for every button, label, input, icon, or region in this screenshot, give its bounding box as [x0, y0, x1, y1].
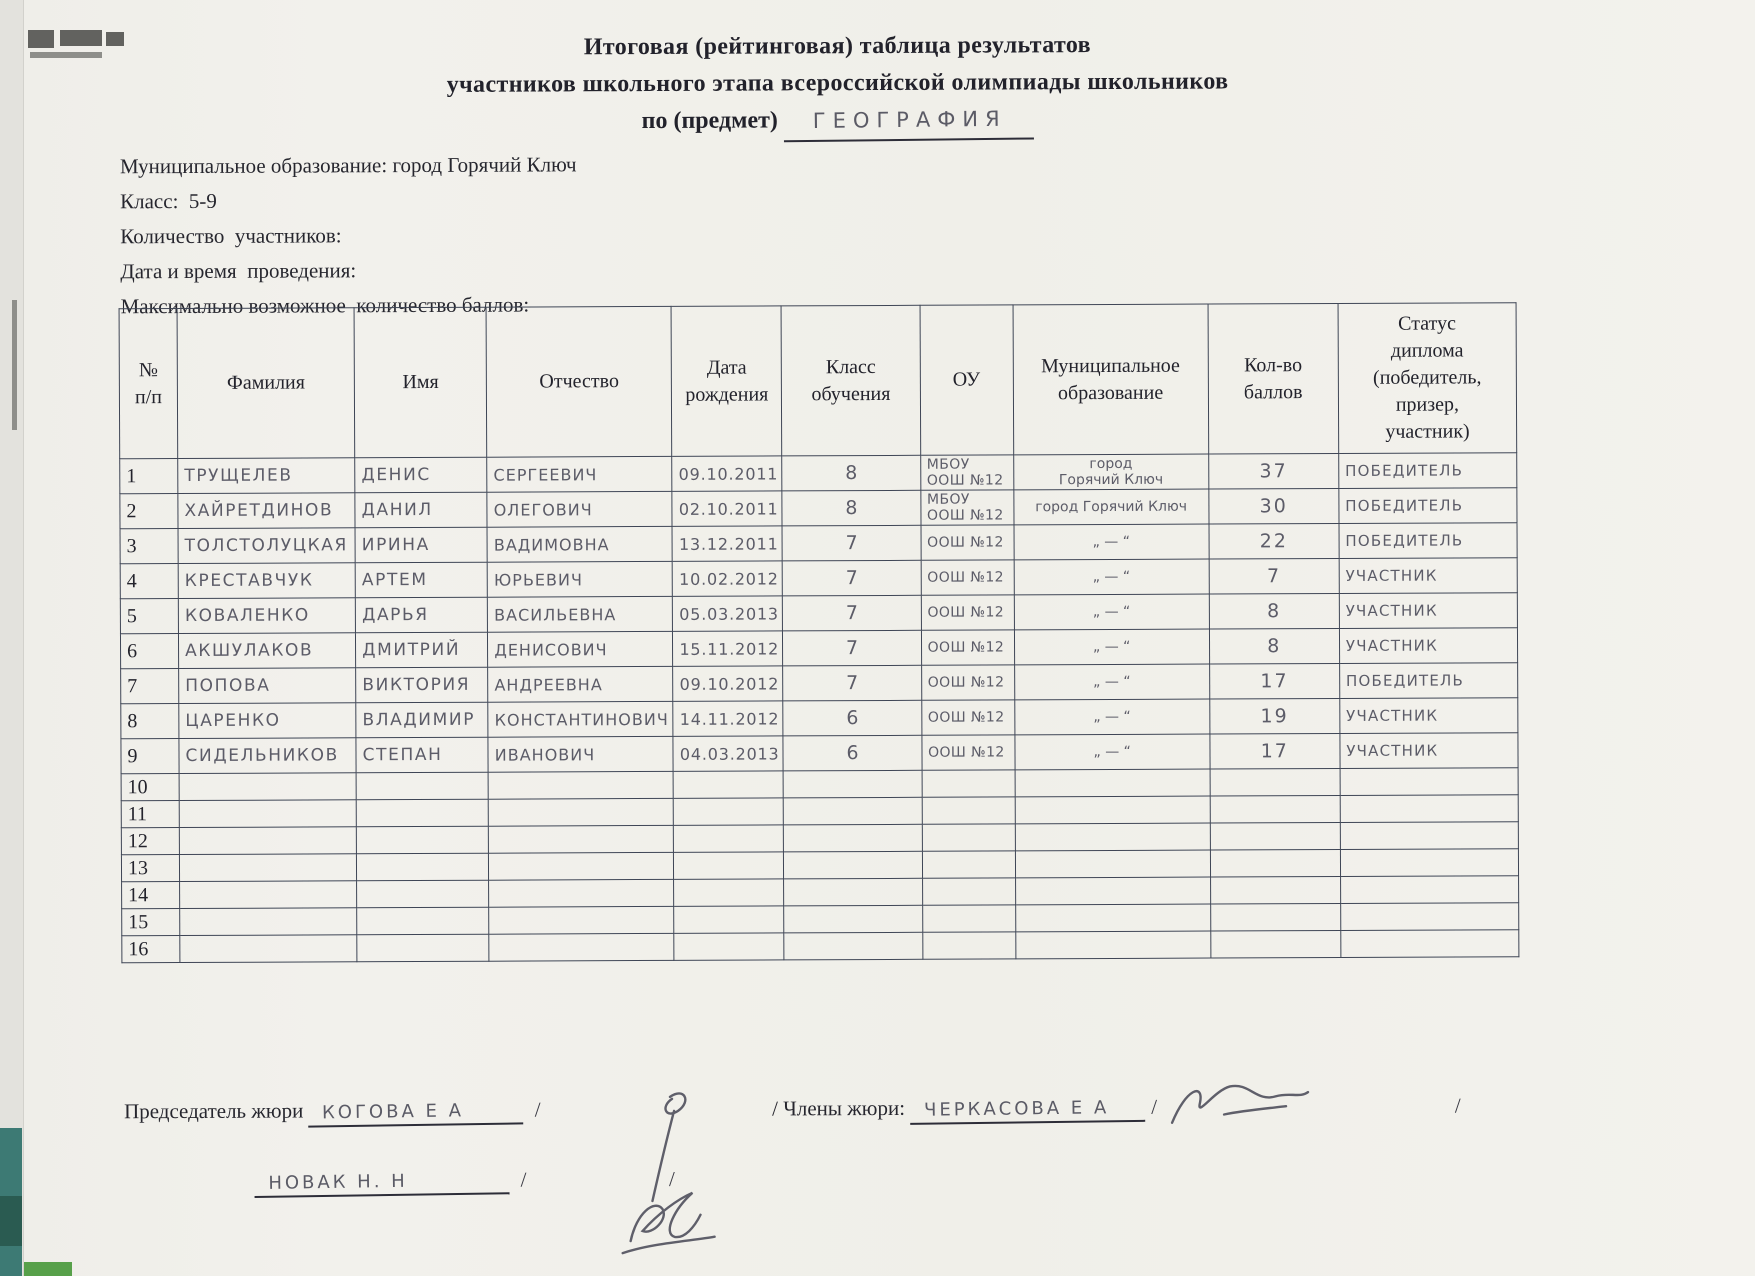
cell-dob: 09.10.2011 — [672, 456, 782, 491]
cell-municipality — [1015, 850, 1210, 878]
member2-name-handwritten: НОВАК Н. Н — [254, 1169, 509, 1198]
cell-dob: 13.12.2011 — [672, 526, 782, 561]
cell-name: СТЕПАН — [356, 737, 488, 773]
cell-dob — [673, 771, 783, 798]
cell-status: ПОБЕДИТЕЛЬ — [1339, 453, 1517, 489]
column-header: Класс обучения — [782, 305, 921, 456]
cell-school: ООШ №12 — [921, 560, 1014, 595]
slash-mark: / — [1151, 1094, 1158, 1119]
cell-municipality: „ — “ — [1014, 524, 1209, 560]
cell-dob — [674, 906, 784, 933]
cell-grade — [784, 797, 922, 825]
cell-municipality: „ — “ — [1014, 594, 1209, 630]
meta-class: Класс: 5-9 — [120, 188, 217, 214]
cell-name — [356, 772, 488, 800]
cell-grade: 6 — [783, 700, 921, 736]
cell-name — [356, 826, 488, 854]
cell-municipality: „ — “ — [1015, 734, 1210, 770]
cell-municipality — [1015, 823, 1210, 851]
cell-score — [1210, 768, 1340, 796]
cell-patronymic: ДЕНИСОВИЧ — [488, 631, 673, 667]
cell-grade — [784, 824, 922, 852]
cell-grade: 7 — [783, 630, 921, 666]
slash-mark: / — [668, 1166, 675, 1191]
cell-status — [1340, 876, 1518, 904]
cell-surname — [180, 935, 357, 963]
column-header: Статус диплома (победитель, призер, участник) — [1338, 303, 1517, 454]
subject-label: по (предмет) — [641, 107, 778, 135]
meta-municipality: Муниципальное образование: город Горячий Ключ — [119, 152, 577, 179]
cell-dob: 05.03.2013 — [673, 596, 783, 631]
cell-grade — [784, 851, 922, 879]
cell-school: МБОУ ООШ №12 — [920, 490, 1013, 525]
cell-patronymic — [489, 852, 674, 880]
cell-score — [1210, 822, 1340, 850]
cell-status: УЧАСТНИК — [1340, 698, 1518, 734]
chairman-signature — [602, 1083, 733, 1264]
cell-municipality — [1015, 877, 1210, 905]
meta-date-time: Дата и время проведения: — [120, 258, 357, 284]
cell-patronymic: ВАСИЛЬЕВНА — [488, 596, 673, 632]
jury-signature-block — [124, 1093, 1545, 1269]
cell-grade: 7 — [783, 595, 921, 631]
cell-grade: 7 — [782, 525, 920, 561]
meta-max-score: Максимально возможное количество баллов: — [120, 292, 530, 319]
cell-score: 22 — [1209, 523, 1339, 559]
cell-surname — [179, 827, 356, 855]
table-header-row — [119, 303, 1517, 459]
column-header: Муниципальное образование — [1013, 304, 1209, 455]
cell-dob — [674, 798, 784, 825]
cell-num: 13 — [121, 855, 179, 882]
cell-grade: 7 — [783, 560, 921, 596]
cell-municipality — [1015, 904, 1210, 932]
cell-num: 16 — [122, 936, 180, 963]
title-line-3 — [158, 99, 1518, 144]
cell-dob — [674, 879, 784, 906]
cell-surname: КОВАЛЕНКО — [178, 598, 355, 634]
member1-name-handwritten: ЧЕРКАСОВА Е А — [910, 1097, 1145, 1125]
cell-status — [1340, 849, 1518, 877]
cell-dob: 02.10.2011 — [672, 491, 782, 526]
cell-name: АРТЕМ — [355, 562, 487, 598]
cell-grade — [784, 905, 922, 933]
cell-school: ООШ №12 — [921, 665, 1014, 700]
cell-dob: 10.02.2012 — [673, 561, 783, 596]
cell-dob: 09.10.2012 — [673, 666, 783, 701]
cell-school: ООШ №12 — [921, 595, 1014, 630]
cell-grade: 8 — [782, 455, 920, 491]
cell-score: 19 — [1210, 698, 1340, 734]
cell-patronymic: СЕРГЕЕВИЧ — [487, 456, 672, 492]
cell-score — [1210, 795, 1340, 823]
slash-mark: / — [1454, 1093, 1461, 1118]
cell-grade — [784, 770, 922, 798]
cell-num: 9 — [121, 739, 179, 774]
cell-status — [1340, 903, 1518, 931]
column-header: Кол-во баллов — [1208, 303, 1339, 454]
cell-status: УЧАСТНИК — [1340, 733, 1518, 769]
cell-surname: СИДЕЛЬНИКОВ — [179, 738, 356, 774]
cell-num: 8 — [121, 704, 179, 739]
cell-surname — [179, 854, 356, 882]
cell-name: ИРИНА — [355, 527, 487, 563]
cell-score: 30 — [1209, 488, 1339, 524]
cell-surname — [180, 881, 357, 909]
cell-school — [922, 824, 1015, 851]
cell-score: 17 — [1209, 663, 1339, 699]
meta-participants-count: Количество участников: — [120, 223, 342, 249]
cell-num: 2 — [120, 494, 178, 529]
cell-surname: ЦАРЕНКО — [179, 703, 356, 739]
cell-score — [1210, 849, 1340, 877]
cell-municipality: „ — “ — [1014, 629, 1209, 665]
cell-dob: 15.11.2012 — [673, 631, 783, 666]
cell-school — [922, 797, 1015, 824]
cell-surname: ХАЙРЕТДИНОВ — [178, 493, 355, 529]
cell-status — [1341, 930, 1519, 958]
cell-status — [1340, 822, 1518, 850]
cell-school: ООШ №12 — [921, 525, 1014, 560]
cell-status: ПОБЕДИТЕЛЬ — [1339, 663, 1517, 699]
cell-score: 8 — [1209, 628, 1339, 664]
cell-num: 11 — [121, 801, 179, 828]
column-header: Отчество — [486, 306, 672, 457]
cell-patronymic: КОНСТАНТИНОВИЧ — [488, 701, 673, 737]
cell-name: ВИКТОРИЯ — [356, 667, 488, 703]
cell-score: 8 — [1209, 593, 1339, 629]
cell-grade — [784, 932, 922, 960]
table-row — [122, 930, 1519, 963]
spacer — [1324, 1113, 1444, 1114]
cell-patronymic: ВАДИМОВНА — [487, 526, 672, 562]
slash-mark: / — [534, 1097, 541, 1122]
cell-municipality: „ — “ — [1014, 699, 1209, 735]
cell-num: 14 — [122, 882, 180, 909]
table-body — [120, 453, 1519, 963]
cell-school: ООШ №12 — [921, 630, 1014, 665]
cell-school — [922, 932, 1015, 959]
cell-municipality — [1015, 931, 1210, 959]
cell-num: 3 — [120, 529, 178, 564]
cell-patronymic: АНДРЕЕВНА — [488, 666, 673, 702]
cell-num: 4 — [120, 564, 178, 599]
cell-surname — [179, 800, 356, 828]
title-line-1: Итоговая (рейтинговая) таблица результатов — [583, 32, 1092, 61]
cell-score — [1210, 876, 1340, 904]
cell-surname — [180, 908, 357, 936]
cell-patronymic — [488, 798, 673, 826]
cell-score — [1211, 930, 1341, 958]
cell-num: 5 — [120, 599, 178, 634]
cell-grade: 6 — [783, 735, 921, 771]
cell-grade — [784, 878, 922, 906]
cell-status: ПОБЕДИТЕЛЬ — [1339, 488, 1517, 524]
cell-status: УЧАСТНИК — [1339, 593, 1517, 629]
column-header: Дата рождения — [671, 306, 782, 456]
cell-surname: ТРУЩЕЛЕВ — [178, 458, 355, 494]
cell-school — [922, 770, 1015, 797]
cell-status — [1340, 768, 1518, 796]
cell-dob — [674, 933, 784, 960]
column-header: № п/п — [119, 309, 178, 459]
cell-patronymic: ЮРЬЕВИЧ — [487, 561, 672, 597]
title-line-2: участников школьного этапа всероссийской олимпиады школьников — [446, 68, 1229, 98]
cell-municipality: „ — “ — [1014, 664, 1209, 700]
cell-school — [922, 878, 1015, 905]
cell-school — [922, 905, 1015, 932]
cell-patronymic: ОЛЕГОВИЧ — [487, 491, 672, 527]
cell-status: ПОБЕДИТЕЛЬ — [1339, 523, 1517, 559]
cell-num: 15 — [122, 909, 180, 936]
cell-patronymic — [489, 906, 674, 934]
cell-name — [357, 934, 489, 962]
cell-school — [922, 851, 1015, 878]
cell-patronymic: ИВАНОВИЧ — [488, 736, 673, 772]
slash-mark: / — [520, 1167, 527, 1192]
cell-surname — [179, 773, 356, 801]
cell-num: 12 — [121, 828, 179, 855]
cell-status — [1340, 795, 1518, 823]
cell-name: ДЕНИС — [355, 457, 487, 493]
member-signature — [1164, 1074, 1314, 1135]
column-header: Фамилия — [177, 308, 355, 459]
cell-name — [357, 880, 489, 908]
cell-school: МБОУ ООШ №12 — [920, 455, 1013, 490]
cell-status: УЧАСТНИК — [1339, 628, 1517, 664]
results-table — [119, 302, 1520, 963]
cell-dob: 04.03.2013 — [673, 736, 783, 771]
cell-school: ООШ №12 — [921, 700, 1014, 735]
chairman-label: Председатель жюри — [124, 1098, 304, 1124]
cell-name: ВЛАДИМИР — [356, 702, 488, 738]
column-header: ОУ — [920, 305, 1014, 455]
cell-dob: 14.11.2012 — [673, 701, 783, 736]
cell-name — [356, 799, 488, 827]
cell-patronymic — [489, 825, 674, 853]
cell-name: ДАРЬЯ — [355, 597, 487, 633]
cell-municipality: город Горячий Ключ — [1013, 454, 1208, 490]
cell-municipality — [1015, 769, 1210, 797]
cell-num: 1 — [120, 459, 178, 494]
cell-grade: 7 — [783, 665, 921, 701]
cell-dob — [674, 852, 784, 879]
subject-handwritten-value: ГЕОГРАФИЯ — [784, 100, 1034, 142]
cell-grade: 8 — [782, 490, 920, 526]
cell-patronymic — [489, 879, 674, 907]
cell-name: ДМИТРИЙ — [356, 632, 488, 668]
cell-municipality: „ — “ — [1014, 559, 1209, 595]
cell-dob — [674, 825, 784, 852]
chairman-name-handwritten: КОГОВА Е А — [308, 1099, 523, 1127]
cell-status: УЧАСТНИК — [1339, 558, 1517, 594]
document-meta — [120, 147, 577, 324]
column-header: Имя — [354, 307, 487, 458]
cell-num: 7 — [121, 669, 179, 704]
members-label: / Члены жюри: — [772, 1095, 906, 1121]
cell-patronymic — [488, 771, 673, 799]
cell-score — [1210, 903, 1340, 931]
cell-surname: АКШУЛАКОВ — [179, 633, 356, 669]
cell-name: ДАНИЛ — [355, 492, 487, 528]
cell-municipality: город Горячий Ключ — [1013, 489, 1208, 525]
cell-name — [357, 853, 489, 881]
cell-patronymic — [489, 933, 674, 961]
cell-surname: КРЕСТАВЧУК — [178, 563, 355, 599]
cell-num: 6 — [120, 634, 178, 669]
cell-school: ООШ №12 — [921, 735, 1014, 770]
cell-municipality — [1015, 796, 1210, 824]
cell-score: 37 — [1208, 453, 1338, 489]
cell-score: 17 — [1210, 733, 1340, 769]
cell-name — [357, 907, 489, 935]
document-title-block — [157, 25, 1517, 144]
cell-surname: ТОЛСТОЛУЦКАЯ — [178, 528, 355, 564]
cell-score: 7 — [1209, 558, 1339, 594]
cell-num: 10 — [121, 774, 179, 801]
cell-surname: ПОПОВА — [179, 668, 356, 704]
